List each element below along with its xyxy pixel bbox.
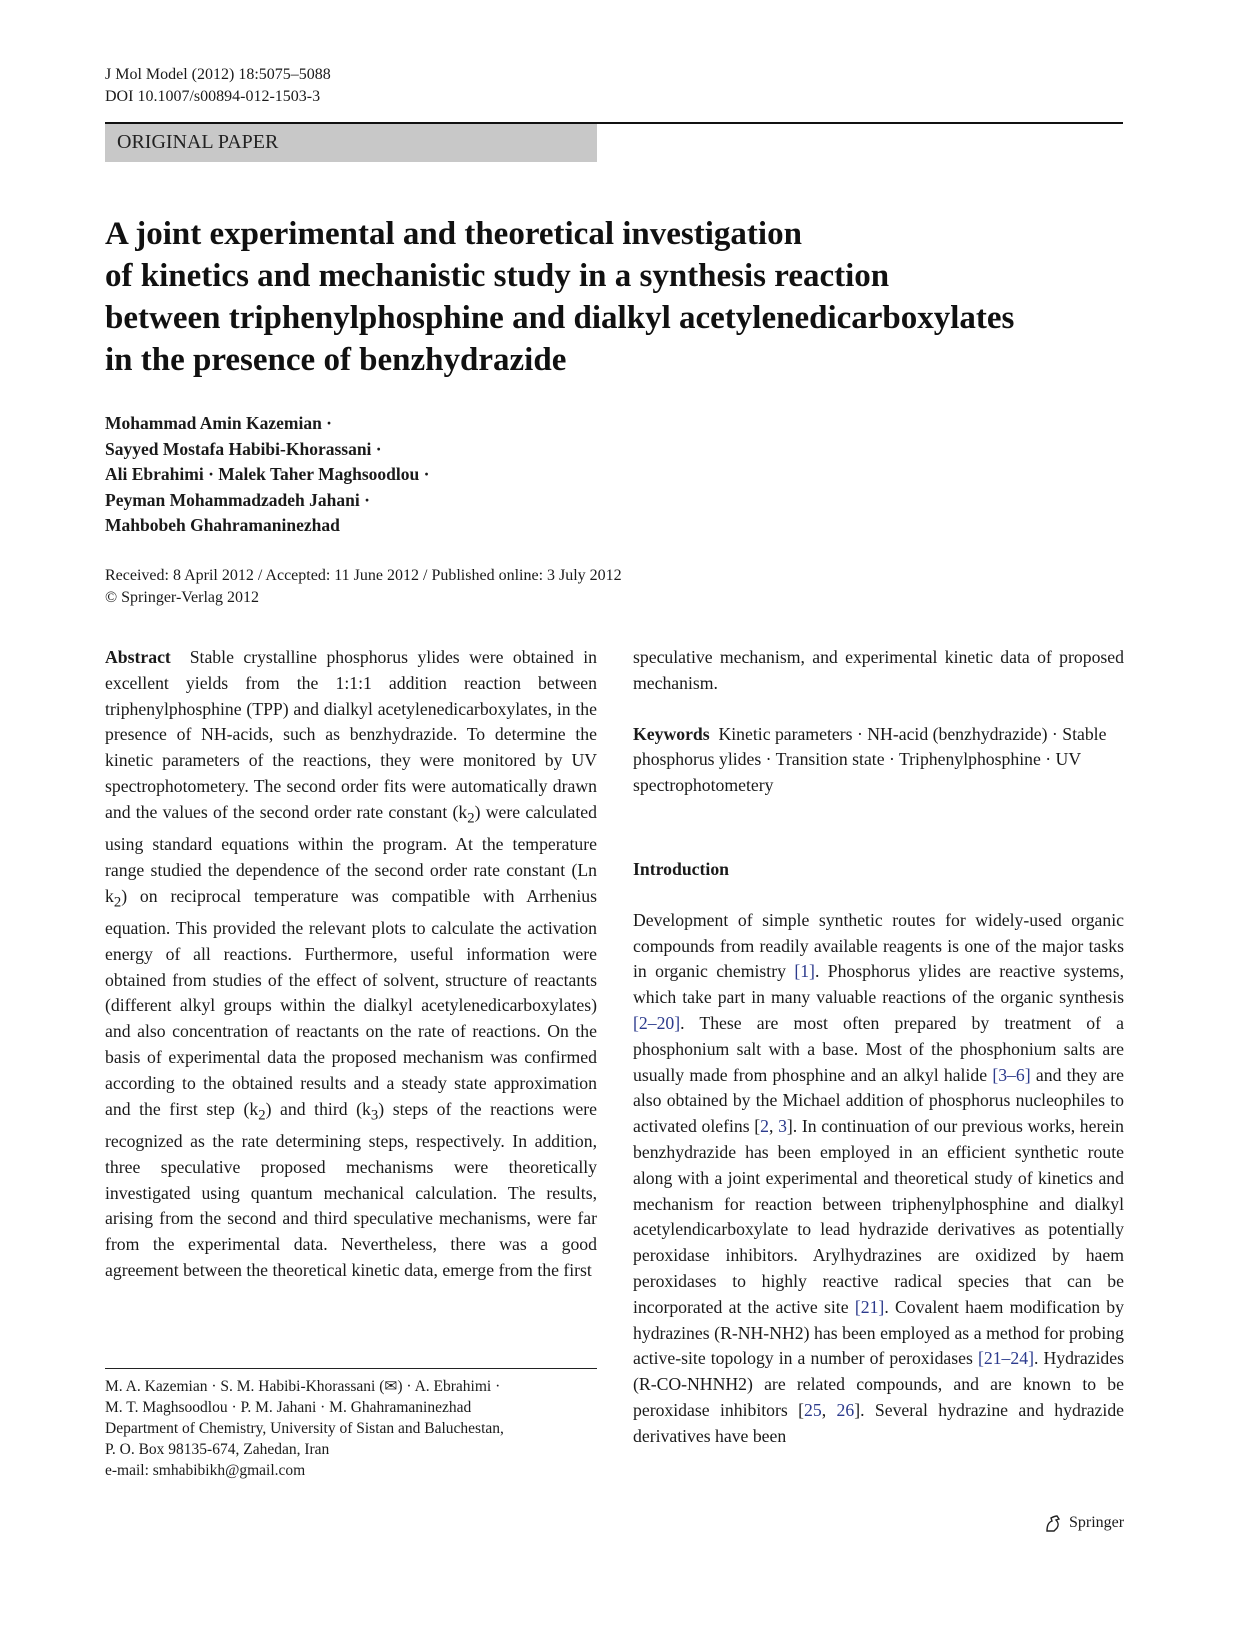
citation-link[interactable]: 26 bbox=[836, 1399, 855, 1420]
body-text: and they are also obtained by the Michael addition of phosphorus nucleophiles to activated olefins [ bbox=[633, 1064, 1124, 1137]
body-text: . Hydrazides (R-CO-NHNH2) are related compounds, and are known to be peroxidase inhibitors [ bbox=[633, 1348, 1125, 1420]
body-text: . These are most often prepared by treatment of a phosphonium salt with a base. Most of the phosphonium salts are usually made from phosphine and an alkyl halide bbox=[633, 1012, 1124, 1085]
author-line: Ali Ebrahimi · Malek Taher Maghsoodlou · bbox=[105, 464, 430, 484]
citation-link[interactable]: [3–6] bbox=[992, 1064, 1031, 1085]
keywords-paragraph bbox=[633, 722, 1124, 799]
author-list bbox=[105, 411, 429, 539]
abstract-label: Abstract bbox=[105, 647, 171, 667]
abstract-paragraph bbox=[105, 645, 597, 1284]
title-line: of kinetics and mechanistic study in a synthesis reaction bbox=[105, 258, 890, 294]
keywords-label: Keywords bbox=[633, 723, 710, 744]
body-text: , bbox=[821, 1399, 837, 1420]
keywords-text: Kinetic parameters · NH-acid (benzhydrazide) · Stable phosphorus ylides · Transition state · Triphenylphosphine · UV spectrophotometery bbox=[633, 723, 1107, 796]
footnote-line: Department of Chemistry, University of Sistan and Baluchestan, bbox=[105, 1420, 504, 1437]
citation-link[interactable]: 25 bbox=[804, 1399, 822, 1420]
body-text: . Phosphorus ylides are reactive systems, which take part in many valuable reactions of the organic synthesis bbox=[633, 961, 1124, 1008]
introduction-heading: Introduction bbox=[633, 858, 729, 879]
author-line: Peyman Mohammadzadeh Jahani · bbox=[105, 489, 370, 510]
footnote-line: M. T. Maghsoodlou · P. M. Jahani · M. Ghahramaninezhad bbox=[105, 1399, 472, 1416]
citation-link[interactable]: [21–24] bbox=[977, 1348, 1034, 1369]
abstract-text: ) were calculated using standard equations within the program. At the temperature range studied the dependence of the second order rate constant (Ln k bbox=[105, 801, 597, 906]
email-link[interactable]: e-mail: smhabibikh@gmail.com bbox=[105, 1462, 306, 1479]
subscript: 3 bbox=[370, 1107, 379, 1124]
introduction-paragraph bbox=[633, 908, 1124, 1450]
subscript: 2 bbox=[113, 894, 122, 911]
title-line: A joint experimental and theoretical investigation bbox=[105, 216, 802, 252]
footnote-line: M. A. Kazemian · S. M. Habibi-Khorassani (✉) · A. Ebrahimi · bbox=[105, 1378, 501, 1395]
title-line: in the presence of benzhydrazide bbox=[105, 342, 567, 378]
publisher-logo bbox=[1043, 1512, 1124, 1534]
paper-title bbox=[105, 213, 1145, 381]
abstract-text: ) and third (k bbox=[265, 1098, 371, 1119]
abstract-text: Stable crystalline phosphorus ylides were obtained in excellent yields from the 1:1:1 addition reaction between triphenylphosphine (TPP) and dialkyl acetylenedicarboxylates, in the presence of NH-acids, such as benzhydrazide. To determine the kinetic parameters of the reactions, they were monitored by UV spectrophotometery. The second order fits were automatically drawn and the values of the second order rate constant (k bbox=[105, 647, 598, 822]
citation-link[interactable]: 2 bbox=[760, 1116, 769, 1137]
abstract-text: ) on reciprocal temperature was compatible with Arrhenius equation. This provided the relevant plots to calculate the activation energy of all reactions. Furthermore, useful information were obtained from studies of the effect of solvent, structure of reactants (different alkyl groups within the dialkyl acetylenedicarboxylates) and also concentration of reactants on the rate of reactions. On the basis of experimental data the proposed mechanism was confirmed according to the obtained results and a steady state approximation and the first step (k bbox=[105, 885, 597, 1119]
journal-header bbox=[105, 64, 331, 108]
footnote-line: P. O. Box 98135-674, Zahedan, Iran bbox=[105, 1441, 330, 1458]
publication-dates bbox=[105, 565, 622, 608]
author-line: Mahbobeh Ghahramaninezhad bbox=[105, 515, 340, 535]
citation-link[interactable]: [2–20] bbox=[633, 1012, 681, 1033]
article-type-badge: ORIGINAL PAPER bbox=[105, 124, 597, 162]
copyright: © Springer-Verlag 2012 bbox=[105, 588, 260, 606]
title-line: between triphenylphosphine and dialkyl acetylenedicarboxylates bbox=[105, 300, 1015, 336]
author-affiliation-footnote bbox=[105, 1376, 504, 1481]
history-dates: Received: 8 April 2012 / Accepted: 11 June 2012 / Published online: 3 July 2012 bbox=[105, 567, 622, 584]
citation-link[interactable]: [21] bbox=[854, 1296, 885, 1317]
subscript: 2 bbox=[258, 1107, 266, 1124]
abstract-continuation: speculative mechanism, and experimental kinetic data of proposed mechanism. bbox=[633, 647, 1124, 693]
citation-link[interactable]: [1] bbox=[794, 961, 815, 982]
abstract-text: ) steps of the reactions were recognized as the rate determining steps, respectively. In addition, three speculative proposed mechanisms were theoretically investigated using quantum mechanical calculation. The results, arising from the second and third speculative mechanisms, were far from the experimental data. Nevertheless, there was a good agreement between the theoretical kinetic data, emerge from the first bbox=[105, 1098, 597, 1280]
citation-link[interactable]: 3 bbox=[778, 1116, 787, 1137]
publisher-name: Springer bbox=[1069, 1514, 1125, 1531]
left-column bbox=[105, 645, 597, 1284]
journal-citation: J Mol Model (2012) 18:5075–5088 bbox=[105, 66, 331, 83]
author-line: Mohammad Amin Kazemian · bbox=[105, 413, 333, 433]
footnote-rule bbox=[105, 1368, 597, 1369]
body-text: Development of simple synthetic routes for widely-used organic compounds from readily available reagents is one of the major tasks in organic chemistry bbox=[633, 909, 1124, 982]
subscript: 2 bbox=[467, 810, 475, 827]
body-text: , bbox=[769, 1116, 779, 1137]
author-line: Sayyed Mostafa Habibi-Khorassani · bbox=[105, 438, 382, 459]
springer-horse-icon bbox=[1043, 1513, 1063, 1533]
body-text: ]. Several hydrazine and hydrazide derivatives have been bbox=[633, 1399, 1125, 1446]
doi[interactable]: DOI 10.1007/s00894-012-1503-3 bbox=[105, 88, 321, 105]
body-text: ]. In continuation of our previous works, herein benzhydrazide has been employed in an efficient synthetic route along with a joint experimental and theoretical study of kinetics and mechanism for reaction between triphenylphosphine and dialkyl acetylendicarboxylate to lead hydrazide derivatives as potentially peroxidase inhibitors. Arylhydrazines are oxidized by haem peroxidases to highly reactive radical species that can be incorporated at the active site bbox=[633, 1116, 1124, 1317]
right-column bbox=[633, 645, 1124, 1450]
body-text: . Covalent haem modification by hydrazines (R-NH-NH2) has been employed as a method for probing active-site topology in a number of peroxidases bbox=[633, 1296, 1124, 1369]
